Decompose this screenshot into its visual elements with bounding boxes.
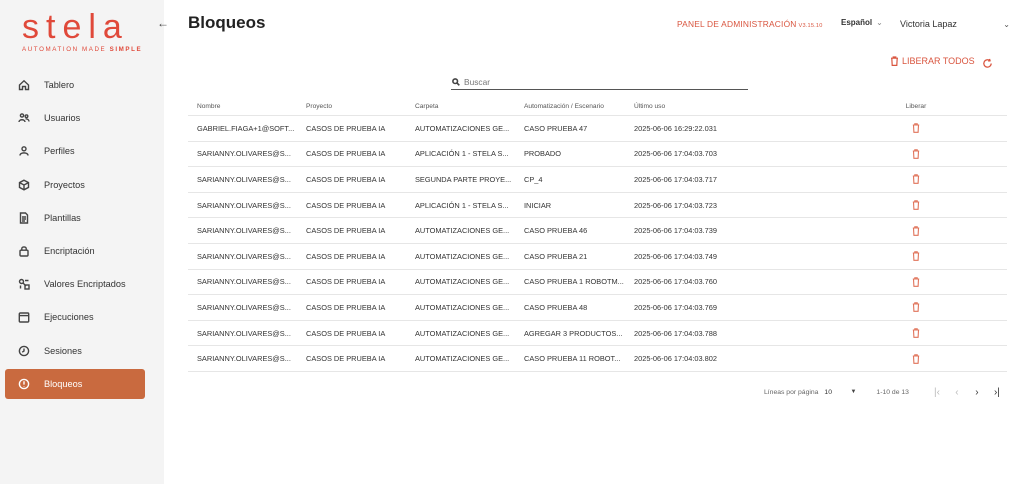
document-icon	[18, 212, 30, 224]
trash-icon	[912, 251, 920, 261]
cell-proyecto: CASOS DE PRUEBA IA	[306, 174, 386, 184]
table-row	[188, 142, 1007, 168]
cell-automatizacion: CASO PRUEBA 21	[524, 251, 588, 261]
main-content	[164, 0, 1024, 484]
cube-icon	[18, 179, 30, 191]
release-lock-button[interactable]	[912, 149, 921, 159]
column-header-ultimo-uso[interactable]: Último uso	[634, 103, 666, 110]
trash-icon	[912, 200, 920, 210]
logo-wordmark: stela	[22, 8, 129, 46]
cell-liberar	[825, 200, 1007, 210]
home-icon	[18, 79, 30, 91]
language-selector[interactable]: Español ⌄	[841, 18, 883, 27]
table-row	[188, 218, 1007, 244]
cell-nombre: SARIANNY.OLIVARES@S...	[197, 174, 291, 184]
cell-liberar	[825, 328, 1007, 338]
cell-automatizacion: PROBADO	[524, 149, 561, 159]
cell-ultimo-uso: 2025-06-06 17:04:03.760	[634, 277, 718, 287]
sidebar-item-usuarios[interactable]	[5, 103, 145, 133]
cell-ultimo-uso: 2025-06-06 17:04:03.717	[634, 174, 718, 184]
cell-ultimo-uso: 2025-06-06 17:04:03.769	[634, 302, 718, 312]
sidebar	[0, 0, 169, 484]
cell-automatizacion: CASO PRUEBA 46	[524, 226, 588, 236]
refresh-icon	[982, 58, 993, 69]
cell-ultimo-uso: 2025-06-06 17:04:03.703	[634, 149, 718, 159]
rows-per-page-label: Líneas por página	[764, 388, 819, 396]
sidebar-item-label: Encriptación	[44, 245, 95, 256]
search-icon	[452, 78, 460, 86]
cell-ultimo-uso: 2025-06-06 16:29:22.031	[634, 123, 718, 133]
sidebar-item-label: Valores Encriptados	[44, 279, 126, 290]
key-grid-icon	[18, 278, 30, 290]
trash-icon	[912, 277, 920, 287]
release-lock-button[interactable]	[912, 123, 921, 133]
table-row	[188, 270, 1007, 296]
cell-liberar	[825, 302, 1007, 312]
column-header-liberar: Liberar	[905, 103, 927, 110]
table-row	[188, 116, 1007, 142]
cell-proyecto: CASOS DE PRUEBA IA	[306, 226, 386, 236]
release-lock-button[interactable]	[912, 200, 921, 210]
cell-ultimo-uso: 2025-06-06 17:04:03.723	[634, 200, 718, 210]
sidebar-item-label: Ejecuciones	[44, 312, 94, 323]
cell-proyecto: CASOS DE PRUEBA IA	[306, 200, 386, 210]
release-all-button[interactable]: LIBERAR TODOS	[890, 56, 975, 66]
trash-icon	[890, 56, 899, 66]
trash-icon	[912, 328, 920, 338]
locks-table	[188, 98, 1007, 372]
cell-liberar	[825, 226, 1007, 236]
cell-automatizacion: AGREGAR 3 PRODUCTOS...	[524, 328, 623, 338]
cell-liberar	[825, 354, 1007, 364]
table-row	[188, 295, 1007, 321]
chevron-down-icon: ⌄	[876, 18, 883, 27]
page-range: 1-10 de 13	[876, 388, 909, 396]
cell-automatizacion: CP_4	[524, 174, 543, 184]
logo-tagline: AUTOMATION MADE SIMPLE	[22, 46, 143, 53]
cell-nombre: SARIANNY.OLIVARES@S...	[197, 226, 291, 236]
cell-proyecto: CASOS DE PRUEBA IA	[306, 328, 386, 338]
release-lock-button[interactable]	[912, 277, 921, 287]
cell-liberar	[825, 174, 1007, 184]
cell-carpeta: APLICACIÓN 1 - STELA S...	[415, 149, 509, 159]
cell-carpeta: APLICACIÓN 1 - STELA S...	[415, 200, 509, 210]
sidebar-item-sesiones[interactable]	[5, 336, 145, 366]
sidebar-item-label: Perfiles	[44, 146, 75, 157]
trash-icon	[912, 149, 920, 159]
search-input[interactable]	[464, 77, 744, 87]
clock-icon	[18, 345, 30, 357]
search-bar	[451, 74, 748, 90]
sidebar-item-plantillas[interactable]	[5, 203, 145, 233]
cell-automatizacion: CASO PRUEBA 48	[524, 302, 588, 312]
cell-nombre: SARIANNY.OLIVARES@S...	[197, 302, 291, 312]
cell-nombre: SARIANNY.OLIVARES@S...	[197, 328, 291, 338]
table-header	[188, 98, 1007, 116]
cell-nombre: SARIANNY.OLIVARES@S...	[197, 200, 291, 210]
cell-ultimo-uso: 2025-06-06 17:04:03.788	[634, 328, 718, 338]
caret-down-icon: ▼	[850, 388, 857, 395]
cell-nombre: SARIANNY.OLIVARES@S...	[197, 251, 291, 261]
cell-proyecto: CASOS DE PRUEBA IA	[306, 302, 386, 312]
logo[interactable]	[22, 10, 142, 53]
cell-proyecto: CASOS DE PRUEBA IA	[306, 149, 386, 159]
cell-liberar	[825, 251, 1007, 261]
sidebar-item-label: Bloqueos	[44, 378, 83, 389]
cell-automatizacion: CASO PRUEBA 1 ROBOTM...	[524, 277, 624, 287]
cell-liberar	[825, 277, 1007, 287]
arrow-left-icon: ←	[157, 16, 169, 30]
release-lock-button[interactable]	[912, 354, 921, 364]
version-label: V3.15.10	[798, 23, 823, 29]
sidebar-item-label: Usuarios	[44, 113, 81, 124]
column-header-carpeta[interactable]: Carpeta	[415, 103, 439, 110]
trash-icon	[912, 354, 920, 364]
release-lock-button[interactable]	[912, 328, 921, 338]
cell-nombre: SARIANNY.OLIVARES@S...	[197, 277, 291, 287]
cell-ultimo-uso: 2025-06-06 17:04:03.749	[634, 251, 718, 261]
sidebar-nav	[5, 70, 145, 402]
table-row	[188, 244, 1007, 270]
users-icon	[18, 112, 30, 124]
release-lock-button[interactable]	[912, 174, 921, 184]
sidebar-item-proyectos[interactable]	[5, 170, 145, 200]
table-row	[188, 193, 1007, 219]
cell-carpeta: AUTOMATIZACIONES GE...	[415, 354, 510, 364]
trash-icon	[912, 302, 920, 312]
cell-ultimo-uso: 2025-06-06 17:04:03.802	[634, 354, 718, 364]
cell-carpeta: AUTOMATIZACIONES GE...	[415, 302, 510, 312]
trash-icon	[912, 174, 920, 184]
cell-carpeta: AUTOMATIZACIONES GE...	[415, 328, 510, 338]
sidebar-item-valores-encriptados[interactable]	[5, 269, 145, 299]
refresh-button[interactable]	[982, 56, 994, 68]
page-title: Bloqueos	[188, 13, 266, 32]
cell-carpeta: AUTOMATIZACIONES GE...	[415, 123, 510, 133]
release-lock-button[interactable]	[912, 302, 921, 312]
user-selector[interactable]	[900, 13, 1010, 35]
cell-carpeta: AUTOMATIZACIONES GE...	[415, 251, 510, 261]
cell-automatizacion: CASO PRUEBA 47	[524, 123, 588, 133]
release-lock-button[interactable]	[912, 251, 921, 261]
cell-liberar	[825, 149, 1007, 159]
person-icon	[18, 145, 30, 157]
calendar-icon	[18, 311, 30, 323]
cell-nombre: SARIANNY.OLIVARES@S...	[197, 354, 291, 364]
cell-automatizacion: CASO PRUEBA 11 ROBOT...	[524, 354, 621, 364]
last-page-button[interactable]: ›|	[993, 386, 1000, 398]
cell-nombre: SARIANNY.OLIVARES@S...	[197, 149, 291, 159]
sidebar-item-label: Tablero	[44, 80, 75, 90]
pagination	[764, 384, 1007, 400]
cell-automatizacion: INICIAR	[524, 200, 552, 210]
sidebar-item-label: Plantillas	[44, 212, 81, 223]
previous-page-button[interactable]: ‹	[955, 386, 959, 398]
column-header-nombre[interactable]: Nombre	[197, 103, 221, 110]
cell-nombre: GABRIEL.FIAGA+1@SOFT...	[197, 123, 295, 133]
cell-proyecto: CASOS DE PRUEBA IA	[306, 354, 386, 364]
table-row	[188, 346, 1007, 372]
chevron-down-icon: ⌄	[1003, 19, 1010, 29]
lock-icon	[18, 245, 30, 257]
rows-per-page-select[interactable]: 10 ▼	[824, 388, 857, 396]
cell-carpeta: AUTOMATIZACIONES GE...	[415, 277, 510, 287]
cell-carpeta: AUTOMATIZACIONES GE...	[415, 226, 510, 236]
table-body	[188, 116, 1007, 372]
sidebar-item-perfiles[interactable]	[5, 136, 145, 166]
admin-panel-label: PANEL DE ADMINISTRACIÓN V3.15.10	[677, 19, 823, 29]
column-header-proyecto[interactable]: Proyecto	[306, 103, 333, 110]
cell-proyecto: CASOS DE PRUEBA IA	[306, 277, 386, 287]
first-page-button[interactable]: |‹	[933, 386, 940, 398]
cell-proyecto: CASOS DE PRUEBA IA	[306, 251, 386, 261]
alert-circle-icon	[18, 378, 30, 390]
release-lock-button[interactable]	[912, 226, 921, 236]
next-page-button[interactable]: ›	[975, 386, 979, 398]
trash-icon	[912, 123, 920, 133]
trash-icon	[912, 226, 920, 236]
cell-proyecto: CASOS DE PRUEBA IA	[306, 123, 386, 133]
column-header-automatizacion[interactable]: Automatización / Escenario	[524, 103, 604, 110]
cell-carpeta: SEGUNDA PARTE PROYE...	[415, 174, 512, 184]
sidebar-item-label: Sesiones	[44, 345, 82, 356]
user-name: Victoria Lapaz	[900, 19, 957, 29]
sidebar-item-tablero[interactable]	[5, 70, 145, 100]
sidebar-item-label: Proyectos	[44, 179, 85, 190]
table-row	[188, 321, 1007, 347]
table-row	[188, 167, 1007, 193]
sidebar-item-encriptacion[interactable]	[5, 236, 145, 266]
cell-liberar	[825, 123, 1007, 133]
sidebar-item-bloqueos[interactable]	[5, 369, 145, 399]
sidebar-item-ejecuciones[interactable]	[5, 302, 145, 332]
cell-ultimo-uso: 2025-06-06 17:04:03.739	[634, 226, 718, 236]
